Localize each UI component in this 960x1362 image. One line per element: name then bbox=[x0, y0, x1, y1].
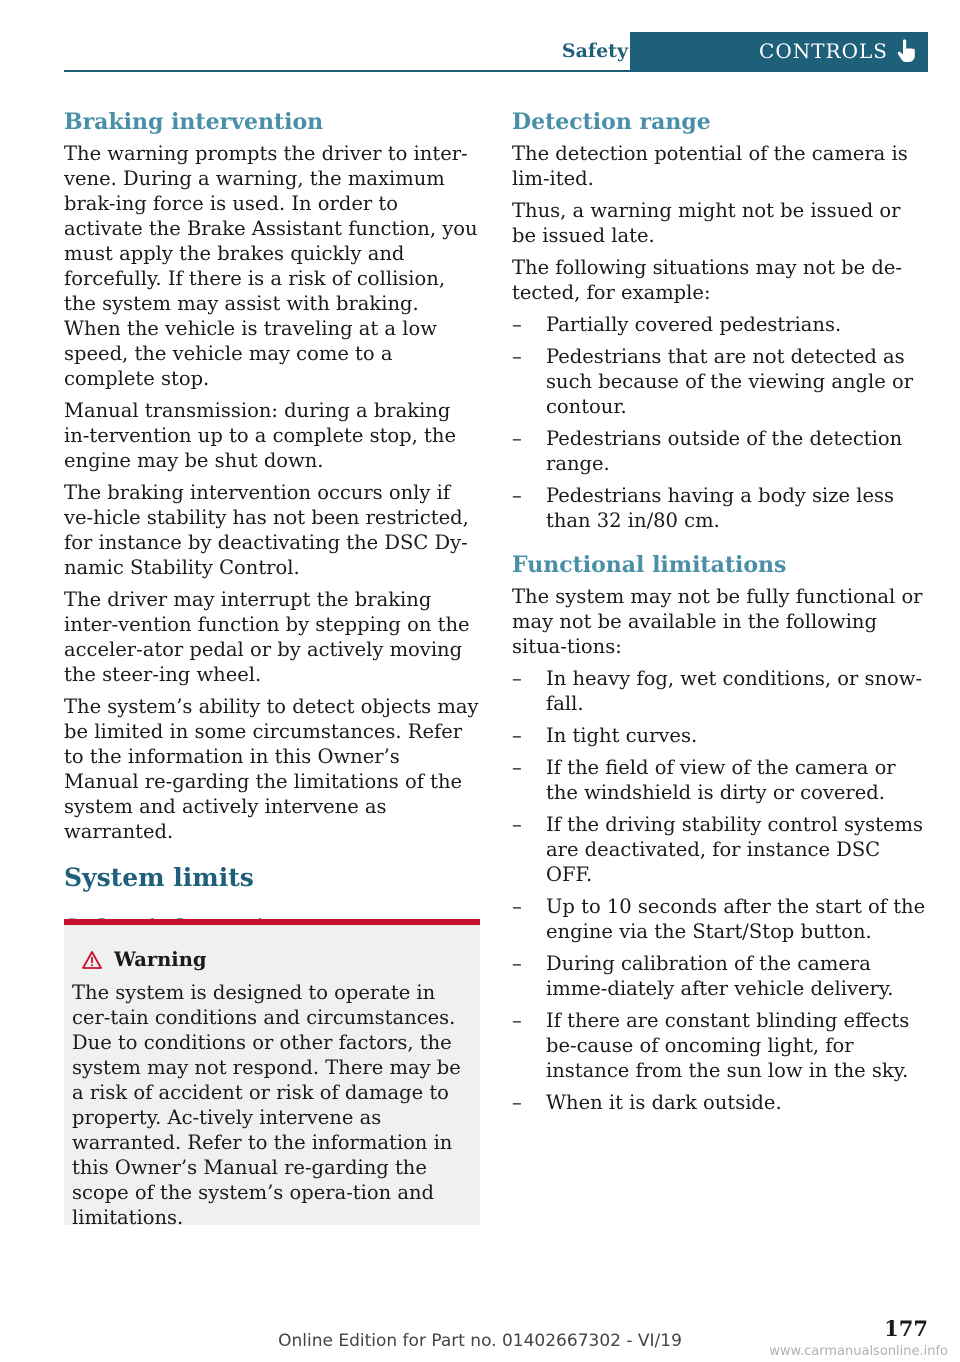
warning-text: The system is designed to operate in cer-tain conditions and circumstances. Due to conditions or other factors, the system may not respond. There may be a risk of accident or risk of damage to property. Ac-tively intervene as warranted. Refer to the information in this Owner’s Manual re-garding the scope of the system’s opera-tion and limitations. bbox=[72, 981, 461, 1229]
list-item: – In heavy fog, wet conditions, or snow-fall. bbox=[512, 667, 923, 715]
header-chapter-tab bbox=[630, 32, 928, 70]
detection-list bbox=[512, 312, 928, 533]
warning-title-row bbox=[72, 947, 470, 972]
warning-triangle-icon bbox=[82, 951, 102, 969]
list-item: – During calibration of the camera imme-diately after vehicle delivery. bbox=[512, 952, 894, 1000]
warning-box bbox=[64, 919, 480, 1229]
list-item: – Pedestrians having a body size less than 32 in/80 cm. bbox=[512, 484, 895, 532]
bullet-dash: – bbox=[512, 952, 522, 975]
watermark: www.carmanualsonline.info bbox=[769, 1344, 948, 1359]
system-limits-heading: System limits bbox=[64, 863, 254, 892]
detection-range-heading: Detection range bbox=[512, 109, 711, 135]
bullet-dash: – bbox=[512, 667, 522, 690]
bullet-dash: – bbox=[512, 724, 522, 747]
bullet-dash: – bbox=[512, 813, 522, 836]
limitations-intro: The system may not be fully functional or may not be available in the following situa-tions: bbox=[512, 585, 923, 658]
braking-paragraph: The driver may interrupt the braking inter-vention function by stepping on the acceler-ator pedal or by actively moving the steer-ing wheel. bbox=[64, 588, 470, 686]
braking-intervention-heading: Braking intervention bbox=[64, 109, 324, 135]
braking-paragraph: The system’s ability to detect objects may be limited in some circumstances. Refer to the information in this Owner’s Manual re-garding the limitations of the system and actively intervene as warranted. bbox=[64, 695, 479, 843]
page-number: 177 bbox=[884, 1316, 928, 1341]
left-column bbox=[64, 108, 480, 942]
braking-paragraph: The warning prompts the driver to inter-vene. During a warning, the maximum brak-ing force is used. In order to activate the Brake Assistant function, you must apply the brakes quickly and forcefully. If there is a risk of collision, the system may assist with braking. When the vehicle is traveling at a low speed, the vehicle may come to a complete stop. bbox=[64, 142, 478, 390]
bullet-dash: – bbox=[512, 895, 522, 918]
page-header bbox=[64, 32, 928, 72]
limitations-list bbox=[512, 666, 928, 1115]
bullet-dash: – bbox=[512, 484, 522, 507]
braking-paragraph: The braking intervention occurs only if ve-hicle stability has not been restricted, for instance by deactivating the DSC Dy-namic Stability Control. bbox=[64, 481, 469, 579]
list-item: – Pedestrians outside of the detection range. bbox=[512, 427, 903, 475]
detection-paragraph: The following situations may not be de-tected, for example: bbox=[512, 256, 902, 304]
bullet-dash: – bbox=[512, 313, 522, 336]
header-section-label: Safety bbox=[561, 40, 628, 62]
list-item: – Pedestrians that are not detected as such because of the viewing angle or contour. bbox=[512, 345, 914, 418]
footer-edition: Online Edition for Part no. 01402667302 - VI/19 bbox=[278, 1331, 682, 1351]
bullet-dash: – bbox=[512, 427, 522, 450]
list-item: – Partially covered pedestrians. bbox=[512, 313, 842, 336]
detection-paragraph: Thus, a warning might not be issued or be issued late. bbox=[512, 199, 901, 247]
bullet-dash: – bbox=[512, 756, 522, 779]
bullet-dash: – bbox=[512, 1091, 522, 1114]
header-chapter-label: CONTROLS bbox=[759, 39, 888, 63]
bullet-dash: – bbox=[512, 345, 522, 368]
list-item: – If the field of view of the camera or the windshield is dirty or covered. bbox=[512, 756, 896, 804]
braking-paragraph: Manual transmission: during a braking in-tervention up to a complete stop, the engine may be shut down. bbox=[64, 399, 456, 472]
detection-paragraph: The detection potential of the camera is lim-ited. bbox=[512, 142, 908, 190]
functional-limitations-heading: Functional limitations bbox=[512, 552, 787, 578]
list-item: – In tight curves. bbox=[512, 724, 698, 747]
hand-pointer-icon bbox=[896, 39, 916, 63]
warning-title: Warning bbox=[114, 948, 207, 971]
list-item: – If the driving stability control systems are deactivated, for instance DSC OFF. bbox=[512, 813, 923, 886]
list-item: – Up to 10 seconds after the start of the engine via the Start/Stop button. bbox=[512, 895, 926, 943]
list-item: – When it is dark outside. bbox=[512, 1091, 782, 1114]
list-item: – If there are constant blinding effects be-cause of oncoming light, for instance from the sun low in the sky. bbox=[512, 1009, 910, 1082]
right-column bbox=[512, 108, 928, 1127]
bullet-dash: – bbox=[512, 1009, 522, 1032]
